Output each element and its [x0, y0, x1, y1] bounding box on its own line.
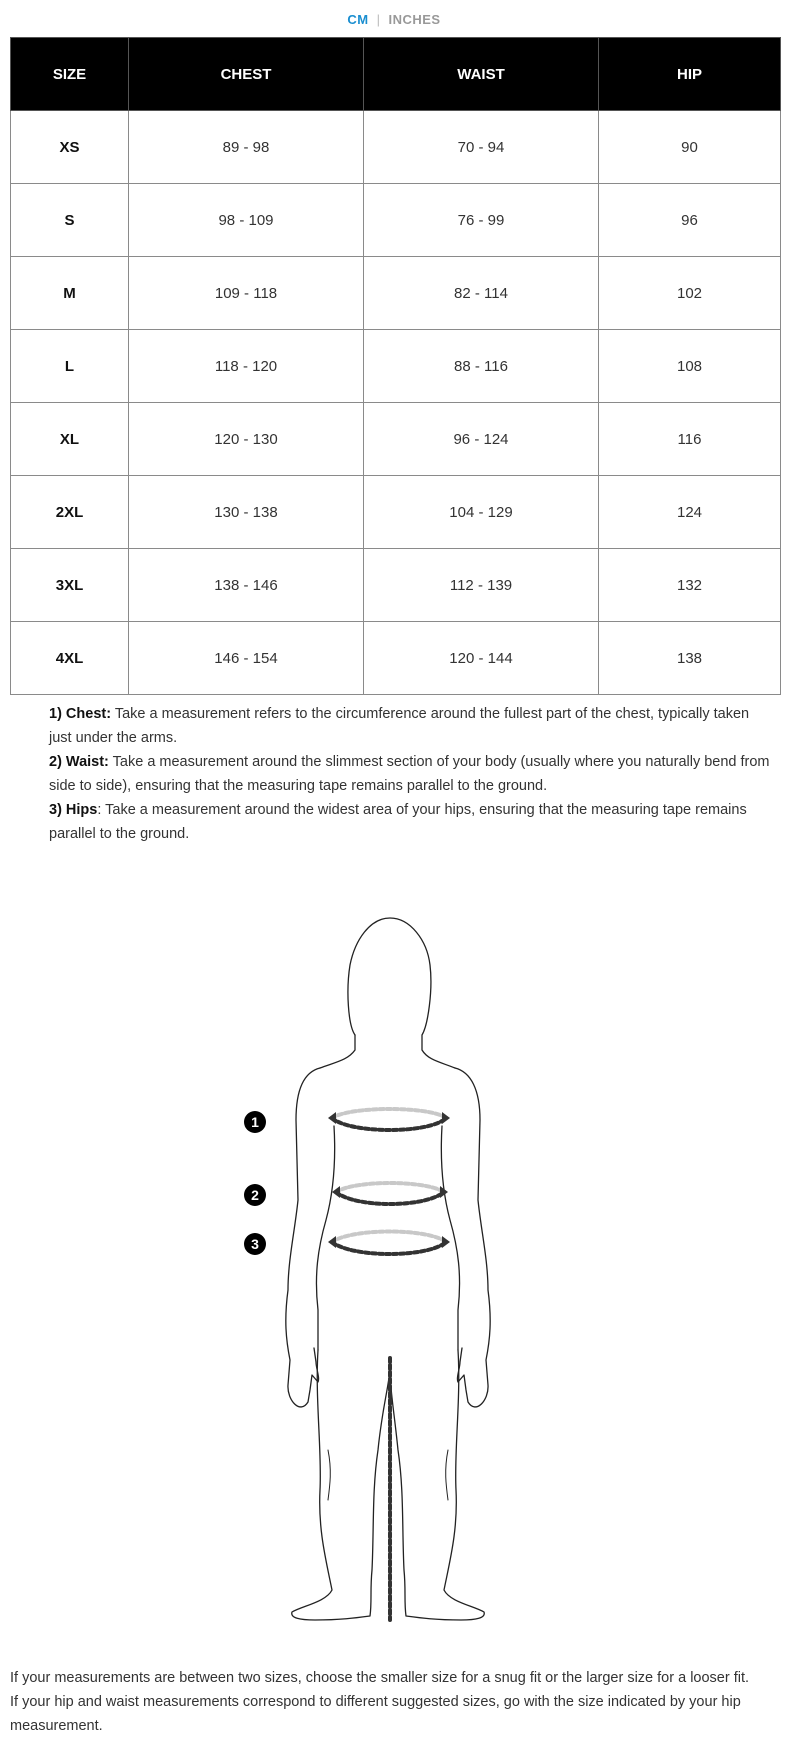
- hip-cell: 102: [599, 257, 781, 330]
- size-cell: 2XL: [11, 476, 129, 549]
- fit-advice-line-1: If your measurements are between two sizes, choose the smaller size for a snug fit or the larger size for a looser fit.: [10, 1670, 750, 1686]
- unit-cm-tab[interactable]: CM: [347, 11, 369, 27]
- table-row: [11, 330, 781, 403]
- table-row: [11, 476, 781, 549]
- unit-toggle: [0, 0, 788, 38]
- marker-1-label: 1: [251, 1114, 259, 1130]
- table-header-row: [11, 38, 781, 111]
- fit-advice-line-2: If your hip and waist measurements correspond to different suggested sizes, go with the size indicated by your hip measurement.: [10, 1694, 741, 1734]
- table-row: [11, 622, 781, 695]
- instruction-label: 2) Waist:: [49, 754, 109, 770]
- hip-cell: 96: [599, 184, 781, 257]
- chest-cell: 98 - 109: [129, 184, 364, 257]
- size-cell: M: [11, 257, 129, 330]
- instruction-text: Take a measurement refers to the circumference around the fullest part of the chest, typically taken just under the arms.: [49, 706, 750, 746]
- instruction-label: 3) Hips: [49, 802, 98, 818]
- chest-cell: 120 - 130: [129, 403, 364, 476]
- waist-cell: 96 - 124: [364, 403, 599, 476]
- size-cell: L: [11, 330, 129, 403]
- chest-cell: 109 - 118: [129, 257, 364, 330]
- size-cell: S: [11, 184, 129, 257]
- waist-cell: 104 - 129: [364, 476, 599, 549]
- body-measurement-figure-icon: [251, 930, 540, 1630]
- size-cell: 4XL: [11, 622, 129, 695]
- header-chest: CHEST: [129, 38, 364, 111]
- header-hip: HIP: [599, 38, 781, 111]
- instruction-hips: [49, 798, 774, 846]
- chest-cell: 89 - 98: [129, 111, 364, 184]
- waist-cell: 70 - 94: [364, 111, 599, 184]
- size-cell: XS: [11, 111, 129, 184]
- unit-separator: |: [376, 11, 381, 27]
- instruction-label: 1) Chest:: [49, 706, 112, 722]
- chest-cell: 146 - 154: [129, 622, 364, 695]
- instruction-chest: [49, 702, 774, 750]
- waist-cell: 88 - 116: [364, 330, 599, 403]
- marker-2-label: 2: [251, 1187, 259, 1203]
- waist-cell: 120 - 144: [364, 622, 599, 695]
- hip-cell: 138: [599, 622, 781, 695]
- size-cell: XL: [11, 403, 129, 476]
- measurement-instructions: [49, 702, 774, 846]
- table-row: [11, 549, 781, 622]
- size-chart-table: [10, 37, 781, 695]
- hip-cell: 108: [599, 330, 781, 403]
- marker-3-label: 3: [251, 1236, 259, 1252]
- instruction-text: : Take a measurement around the widest area of your hips, ensuring that the measuring tape remains parallel to the ground.: [49, 802, 747, 842]
- chest-cell: 130 - 138: [129, 476, 364, 549]
- hip-cell: 124: [599, 476, 781, 549]
- table-row: [11, 111, 781, 184]
- waist-cell: 82 - 114: [364, 257, 599, 330]
- hip-cell: 132: [599, 549, 781, 622]
- instruction-waist: [49, 750, 774, 798]
- chest-cell: 138 - 146: [129, 549, 364, 622]
- instruction-text: Take a measurement around the slimmest section of your body (usually where you naturally bend from side to side), ensuring that the measuring tape remains parallel to the ground.: [49, 754, 770, 794]
- body-measurement-figure: [251, 930, 540, 1630]
- table-row: [11, 184, 781, 257]
- header-waist: WAIST: [364, 38, 599, 111]
- hip-cell: 116: [599, 403, 781, 476]
- table-row: [11, 257, 781, 330]
- waist-cell: 112 - 139: [364, 549, 599, 622]
- unit-inches-tab[interactable]: INCHES: [388, 11, 441, 27]
- waist-cell: 76 - 99: [364, 184, 599, 257]
- size-cell: 3XL: [11, 549, 129, 622]
- chest-cell: 118 - 120: [129, 330, 364, 403]
- header-size: SIZE: [11, 38, 129, 111]
- fit-advice: [10, 1666, 785, 1738]
- table-row: [11, 403, 781, 476]
- hip-cell: 90: [599, 111, 781, 184]
